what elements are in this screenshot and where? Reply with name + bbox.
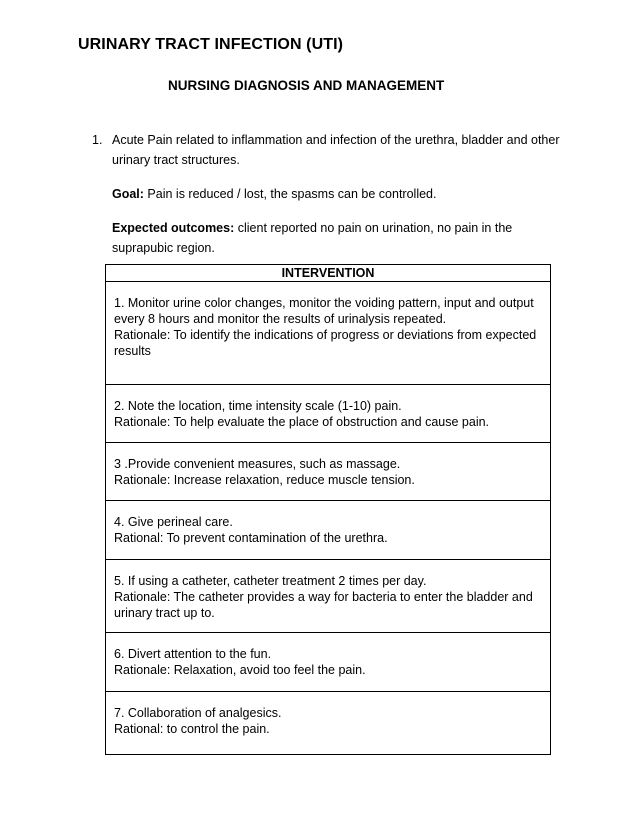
- rationale-line: Rational: To prevent contamination of the urethra.: [114, 531, 388, 545]
- intervention-cell: [106, 282, 551, 385]
- intervention-line: 5. If using a catheter, catheter treatment 2 times per day.: [114, 574, 427, 588]
- rationale-line: urinary tract up to.: [114, 606, 215, 620]
- intervention-line: 4. Give perineal care.: [114, 515, 233, 529]
- goal-label: Goal:: [112, 187, 144, 201]
- intervention-cell: [106, 633, 551, 692]
- rationale-line: Rational: to control the pain.: [114, 722, 270, 736]
- rationale-line: Rationale: To help evaluate the place of obstruction and cause pain.: [114, 415, 490, 429]
- diagnosis-statement-line: Acute Pain related to inflammation and infection of the urethra, bladder and other: [112, 133, 560, 147]
- intervention-table: [105, 264, 551, 755]
- rationale-line: Rationale: Increase relaxation, reduce muscle tension.: [114, 473, 415, 487]
- intervention-row: [106, 385, 551, 443]
- intervention-row: [106, 633, 551, 692]
- intervention-line: 7. Collaboration of analgesics.: [114, 706, 282, 720]
- intervention-cell: [106, 385, 551, 443]
- goal-text: Pain is reduced / lost, the spasms can be controlled.: [143, 187, 437, 201]
- diagnosis-statement: [112, 130, 572, 170]
- intervention-line: 6. Divert attention to the fun.: [114, 647, 272, 661]
- intervention-line: 3 .Provide convenient measures, such as massage.: [114, 457, 401, 471]
- intervention-cell: [106, 443, 551, 501]
- expected-outcomes-paragraph: [112, 218, 572, 258]
- intervention-cell: [106, 560, 551, 633]
- intervention-row: [106, 282, 551, 385]
- intervention-line: 2. Note the location, time intensity scale (1-10) pain.: [114, 399, 402, 413]
- intervention-row: [106, 501, 551, 560]
- intervention-row: [106, 443, 551, 501]
- document-title: URINARY TRACT INFECTION (UTI): [78, 36, 344, 53]
- intervention-line: 1. Monitor urine color changes, monitor the voiding pattern, input and output: [114, 296, 534, 310]
- rationale-line: Rationale: Relaxation, avoid too feel the pain.: [114, 663, 366, 677]
- intervention-row: [106, 692, 551, 755]
- intervention-line: every 8 hours and monitor the results of urinalysis repeated.: [114, 312, 447, 326]
- diagnosis-statement-line: urinary tract structures.: [112, 153, 240, 167]
- rationale-line: Rationale: The catheter provides a way for bacteria to enter the bladder and: [114, 590, 533, 604]
- goal-paragraph: [112, 184, 572, 204]
- diagnosis-body: [112, 130, 572, 258]
- expected-outcomes-line: [112, 218, 572, 238]
- expected-outcomes-line: suprapubic region.: [112, 241, 215, 255]
- intervention-header-row: [106, 265, 551, 282]
- intervention-row: [106, 560, 551, 633]
- intervention-header: INTERVENTION: [106, 265, 551, 282]
- rationale-line: Rationale: To identify the indications of progress or deviations from expected: [114, 328, 537, 342]
- intervention-cell: [106, 501, 551, 560]
- nursing-diagnosis-item: [92, 130, 572, 272]
- diagnosis-number: 1.: [92, 133, 103, 147]
- document-subtitle: NURSING DIAGNOSIS AND MANAGEMENT: [168, 78, 445, 93]
- intervention-cell: [106, 692, 551, 755]
- expected-outcomes-label: Expected outcomes:: [112, 221, 235, 235]
- rationale-line: results: [114, 344, 151, 358]
- expected-outcomes-text: client reported no pain on urination, no pain in the: [234, 221, 513, 235]
